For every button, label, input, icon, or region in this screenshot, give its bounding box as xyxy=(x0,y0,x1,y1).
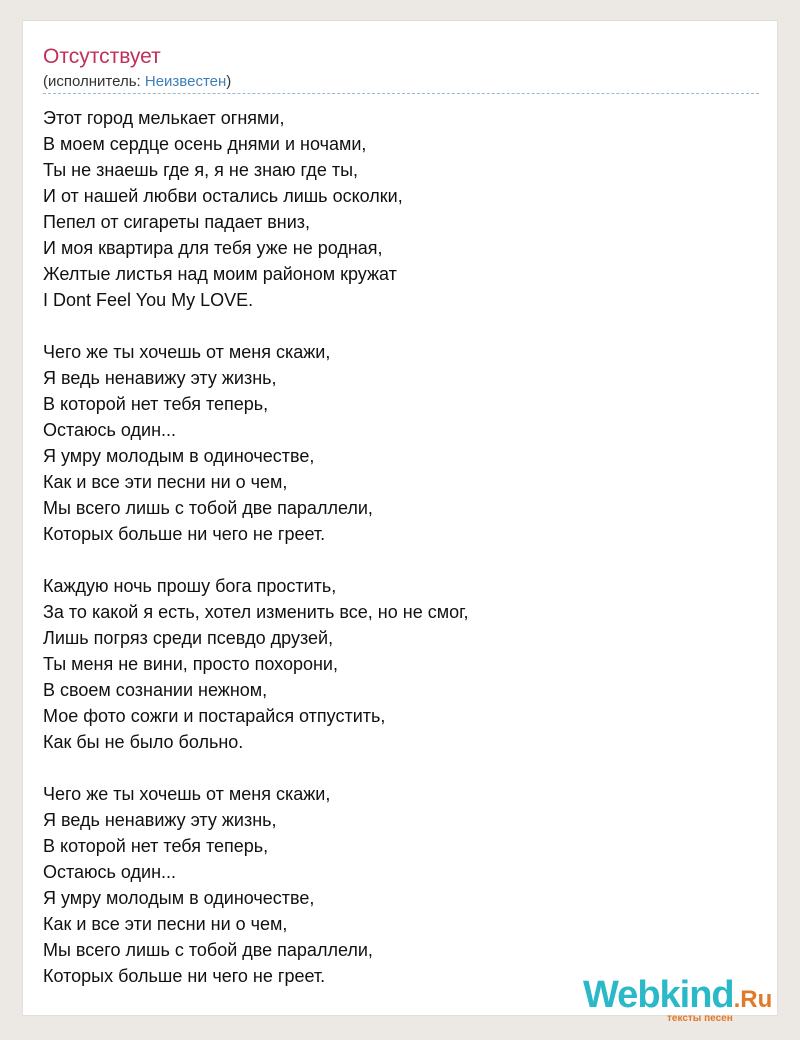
logo-brand: Webkind xyxy=(583,974,734,1016)
lyric-line: Остаюсь один... xyxy=(43,420,177,440)
lyric-line: Как и все эти песни ни о чем, xyxy=(43,472,288,492)
lyric-line: Которых больше ни чего не греет. xyxy=(43,966,326,986)
lyric-line: Мы всего лишь с тобой две параллели, xyxy=(43,498,373,518)
lyric-line: В своем сознании нежном, xyxy=(43,680,268,700)
lyric-line: Остаюсь один... xyxy=(43,862,177,882)
lyric-line: Мы всего лишь с тобой две параллели, xyxy=(43,940,373,960)
verse xyxy=(43,781,759,989)
lyric-line: И от нашей любви остались лишь осколки, xyxy=(43,186,403,206)
lyric-line: В моем сердце осень днями и ночами, xyxy=(43,134,367,154)
verse xyxy=(43,573,759,755)
lyric-line: В которой нет тебя теперь, xyxy=(43,836,269,856)
lyric-line: Я ведь ненавижу эту жизнь, xyxy=(43,810,277,830)
verse xyxy=(43,105,759,313)
lyric-line: Чего же ты хочешь от меня скажи, xyxy=(43,342,331,362)
performer-label: (исполнитель: xyxy=(43,73,145,90)
performer-link[interactable]: Неизвестен xyxy=(144,73,227,90)
lyric-line: Как бы не было больно. xyxy=(43,732,244,752)
performer-close: ) xyxy=(226,73,232,90)
logo-tagline: тексты песен xyxy=(667,1013,733,1024)
lyrics-card xyxy=(22,20,778,1024)
lyric-line: Я умру молодым в одиночестве, xyxy=(43,888,315,908)
lyrics-text xyxy=(43,105,759,989)
lyric-line: Этот город мелькает огнями, xyxy=(43,108,285,128)
lyric-line: За то какой я есть, хотел изменить все, но не смог, xyxy=(43,602,469,622)
lyric-line: В которой нет тебя теперь, xyxy=(43,394,269,414)
lyric-line: Желтые листья над моим районом кружат xyxy=(43,264,397,284)
performer-line xyxy=(43,72,231,92)
lyric-line: Чего же ты хочешь от меня скажи, xyxy=(43,784,331,804)
lyric-line: Ты не знаешь где я, я не знаю где ты, xyxy=(43,160,359,180)
site-logo[interactable] xyxy=(583,973,783,1023)
lyric-line: Каждую ночь прошу бога простить, xyxy=(43,576,337,596)
lyric-line: Пепел от сигареты падает вниз, xyxy=(43,212,311,232)
lyric-line: Я ведь ненавижу эту жизнь, xyxy=(43,368,277,388)
lyric-line: И моя квартира для тебя уже не родная, xyxy=(43,238,383,258)
lyric-line: Я умру молодым в одиночестве, xyxy=(43,446,315,466)
song-title: Отсутствует xyxy=(43,45,161,68)
lyric-line: Как и все эти песни ни о чем, xyxy=(43,914,288,934)
lyric-line: Ты меня не вини, просто похорони, xyxy=(43,654,338,674)
lyric-line: Которых больше ни чего не греет. xyxy=(43,524,326,544)
logo-tld: .Ru xyxy=(733,986,773,1013)
lyric-line: Мое фото сожги и постарайся отпустить, xyxy=(43,706,386,726)
verse xyxy=(43,339,759,547)
title-divider xyxy=(43,93,759,94)
lyric-line: I Dont Feel You My LOVE. xyxy=(43,290,254,310)
lyric-line: Лишь погряз среди псевдо друзей, xyxy=(43,628,334,648)
